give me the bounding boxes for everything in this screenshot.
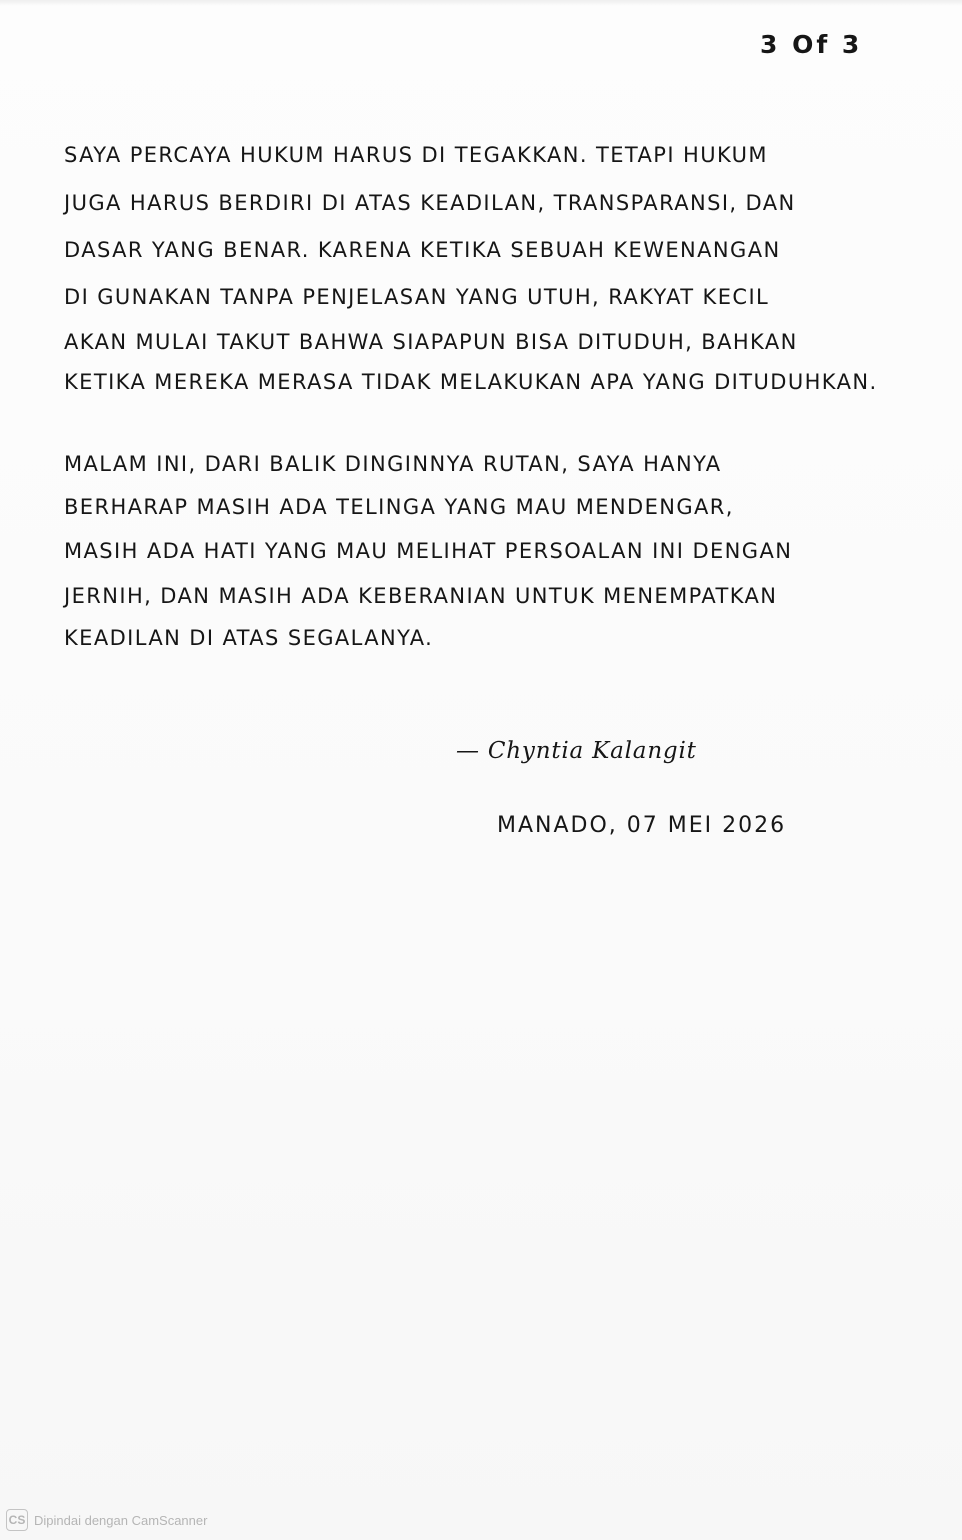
paragraph-1-line-6: KETIKA MEREKA MERASA TIDAK MELAKUKAN APA YANG DITUDUHKAN. [64,370,878,394]
page-number: 3 Of 3 [760,30,863,59]
paragraph-2-line-1: MALAM INI, DARI BALIK DINGINNYA RUTAN, SAYA HANYA [64,452,722,476]
paragraph-2-line-5: KEADILAN DI ATAS SEGALANYA. [64,626,434,650]
paragraph-1-line-5: AKAN MULAI TAKUT BAHWA SIAPAPUN BISA DITUDUH, BAHKAN [64,330,798,354]
paragraph-2-line-2: BERHARAP MASIH ADA TELINGA YANG MAU MENDENGAR, [64,495,734,519]
paragraph-1-line-4: DI GUNAKAN TANPA PENJELASAN YANG UTUH, RAKYAT KECIL [64,285,770,309]
paragraph-1-line-1: SAYA PERCAYA HUKUM HARUS DI TEGAKKAN. TETAPI HUKUM [64,143,768,167]
paragraph-1-line-3: DASAR YANG BENAR. KARENA KETIKA SEBUAH KEWENANGAN [64,238,781,262]
paragraph-2-line-3: MASIH ADA HATI YANG MAU MELIHAT PERSOALAN INI DENGAN [64,539,793,563]
scanner-watermark-text: Dipindai dengan CamScanner [34,1512,208,1528]
place-and-date: MANADO, 07 MEI 2026 [497,813,787,838]
paragraph-1-line-2: JUGA HARUS BERDIRI DI ATAS KEADILAN, TRANSPARANSI, DAN [64,191,796,215]
paragraph-2-line-4: JERNIH, DAN MASIH ADA KEBERANIAN UNTUK MENEMPATKAN [64,584,778,608]
camscanner-logo-icon: CS [6,1509,28,1531]
signature: — Chyntia Kalangit [456,738,697,764]
page-top-edge [0,0,962,6]
scanner-watermark [6,1509,207,1531]
